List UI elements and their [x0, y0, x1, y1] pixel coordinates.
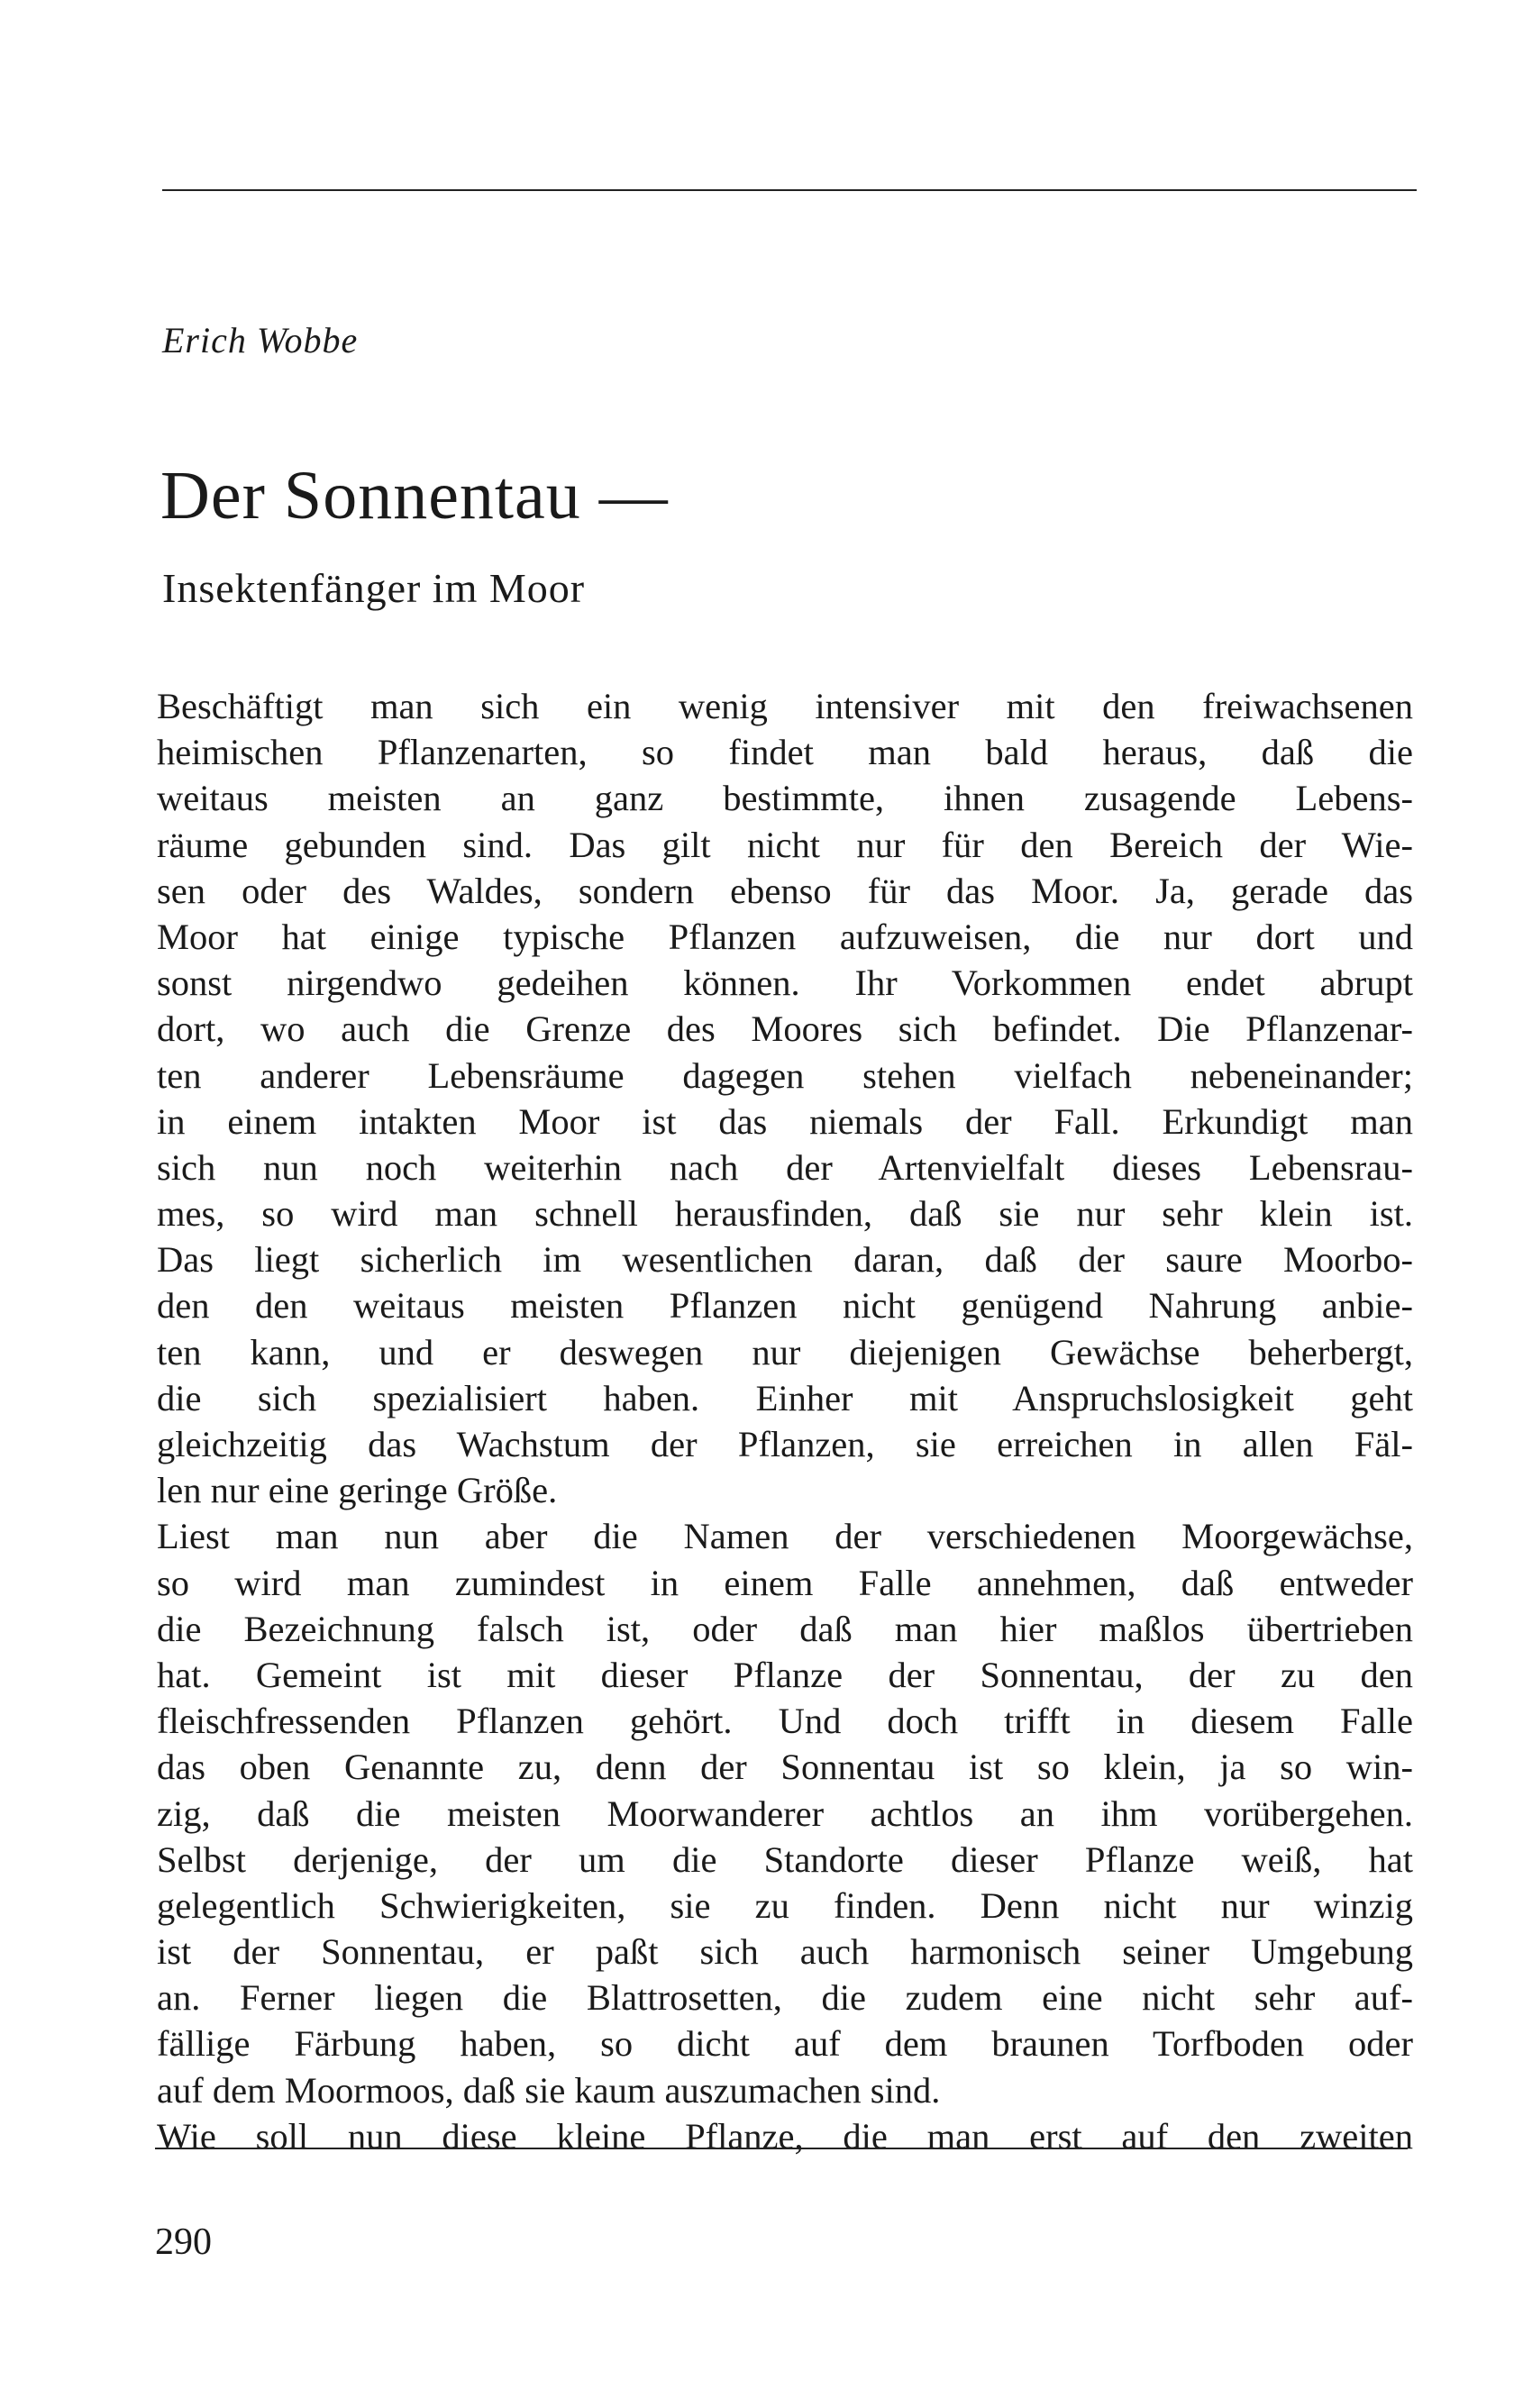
text-line: die sich spezialisiert haben. Einher mit Anspruchslosigkeit geht — [157, 1377, 1413, 1418]
author-name: Erich Wobbe — [162, 320, 359, 360]
text-line: an. Ferner liegen die Blattrosetten, die zudem eine nicht sehr auf- — [157, 1977, 1413, 2019]
text-line: heimischen Pflanzenarten, so findet man bald heraus, daß die — [157, 732, 1413, 773]
text-line: weitaus meisten an ganz bestimmte, ihnen zusagende Lebens- — [157, 778, 1413, 819]
text-line: zig, daß die meisten Moorwanderer achtlos an ihm vorübergehen. — [157, 1792, 1413, 1834]
text-line: fleischfressenden Pflanzen gehört. Und doch trifft in diesem Falle — [157, 1701, 1413, 1742]
text-line: len nur eine geringe Größe. — [157, 1470, 558, 1511]
article-body — [157, 683, 1413, 2159]
text-line: Beschäftigt man sich ein wenig intensiver mit den freiwachsenen — [157, 686, 1413, 726]
text-line: die Bezeichnung falsch ist, oder daß man hier maßlos übertrieben — [157, 1608, 1413, 1649]
text-line: Moor hat einige typische Pflanzen aufzuweisen, die nur dort und — [157, 916, 1413, 957]
footer-rule — [155, 2148, 1408, 2149]
text-line: sen oder des Waldes, sondern ebenso für das Moor. Ja, gerade das — [157, 870, 1413, 911]
text-line: ten anderer Lebensräume dagegen stehen vielfach nebeneinander; — [157, 1054, 1413, 1096]
text-line: Selbst derjenige, der um die Standorte dieser Pflanze weiß, hat — [157, 1838, 1413, 1880]
text-line: so wird man zumindest in einem Falle annehmen, daß entweder — [157, 1562, 1413, 1603]
paragraph — [157, 2113, 1413, 2159]
text-line: räume gebunden sind. Das gilt nicht nur für den Bereich der Wie- — [157, 824, 1413, 865]
text-line: sonst nirgendwo gedeihen können. Ihr Vorkommen endet abrupt — [157, 962, 1413, 1004]
article-subtitle: Insektenfänger im Moor — [162, 565, 586, 611]
text-line: Liest man nun aber die Namen der verschiedenen Moorgewächse, — [157, 1516, 1413, 1557]
text-line: ist der Sonnentau, er paßt sich auch harmonisch seiner Umgebung — [157, 1931, 1413, 1973]
text-line: gleichzeitig das Wachstum der Pflanzen, sie erreichen in allen Fäl- — [157, 1424, 1413, 1464]
paragraph — [157, 683, 1413, 1513]
text-line: in einem intakten Moor ist das niemals der Fall. Erkundigt man — [157, 1100, 1413, 1142]
text-line: hat. Gemeint ist mit dieser Pflanze der Sonnentau, der zu den — [157, 1654, 1413, 1695]
text-line: gelegentlich Schwierigkeiten, sie zu finden. Denn nicht nur winzig — [157, 1884, 1413, 1926]
article-title: Der Sonnentau — — [160, 458, 669, 534]
page-number: 290 — [155, 2221, 212, 2263]
text-line: ten kann, und er deswegen nur diejenigen Gewächse beherbergt, — [157, 1331, 1413, 1373]
text-line: sich nun noch weiterhin nach der Artenvielfalt dieses Lebensrau- — [157, 1146, 1413, 1188]
text-line: dort, wo auch die Grenze des Moores sich befindet. Die Pflanzenar- — [157, 1008, 1413, 1050]
header-rule — [162, 189, 1417, 191]
text-line: den den weitaus meisten Pflanzen nicht genügend Nahrung anbie- — [157, 1285, 1413, 1327]
paragraph — [157, 1513, 1413, 2112]
text-line: Wie soll nun diese kleine Pflanze, die man erst auf den zweiten — [157, 2115, 1413, 2157]
text-line: mes, so wird man schnell herausfinden, daß sie nur sehr klein ist. — [157, 1193, 1413, 1235]
text-line: auf dem Moormoos, daß sie kaum auszumachen sind. — [157, 2069, 941, 2111]
text-line: fällige Färbung haben, so dicht auf dem braunen Torfboden oder — [157, 2023, 1413, 2065]
text-line: das oben Genannte zu, denn der Sonnentau ist so klein, ja so win- — [157, 1747, 1413, 1788]
text-line: Das liegt sicherlich im wesentlichen daran, daß der saure Moorbo- — [157, 1239, 1413, 1281]
